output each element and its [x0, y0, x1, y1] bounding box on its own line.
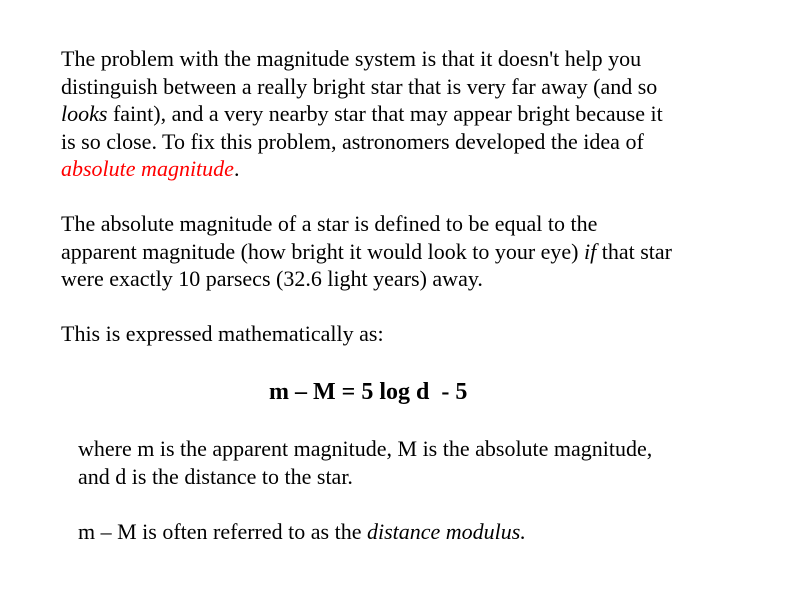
paragraph-variables [78, 435, 652, 490]
term-absolute-magnitude: absolute magnitude [61, 156, 234, 181]
text-line: The problem with the magnitude system is that it doesn't help you [61, 46, 642, 71]
text-line: were exactly 10 parsecs (32.6 light years) away. [61, 266, 483, 291]
emphasis-if: if [584, 238, 597, 264]
text-line: distinguish between a really bright star that is very far away (and so [61, 73, 658, 99]
text-fragment: that star [596, 238, 672, 264]
text-line: This is expressed mathematically as: [61, 321, 384, 346]
text-fragment: . [233, 156, 240, 181]
term-distance-modulus: distance modulus. [366, 519, 526, 544]
text-line: where m is the apparent magnitude, M is the absolute magnitude, [78, 436, 653, 461]
text-fragment: faint), and a very nearby star that may appear bright because it [107, 101, 663, 126]
text-fragment: m – M is often referred to as the [78, 519, 367, 544]
text-line: The absolute magnitude of a star is defined to be equal to the [61, 211, 598, 236]
emphasis-looks: looks [61, 101, 108, 126]
text-line: and d is the distance to the star. [78, 463, 353, 489]
text-line: is so close. To fix this problem, astronomers developed the idea of [61, 128, 644, 154]
text-line [61, 155, 663, 183]
paragraph-distance-modulus [78, 518, 526, 546]
text-line [61, 238, 672, 266]
paragraph-magnitude-problem [61, 45, 663, 183]
text-line [61, 100, 663, 128]
paragraph-expressed [61, 320, 384, 348]
text-fragment: apparent magnitude (how bright it would look to your eye) [61, 238, 584, 264]
distance-modulus-formula: m – M = 5 log d - 5 [269, 379, 468, 405]
text-line [78, 518, 526, 546]
paragraph-definition [61, 210, 672, 293]
